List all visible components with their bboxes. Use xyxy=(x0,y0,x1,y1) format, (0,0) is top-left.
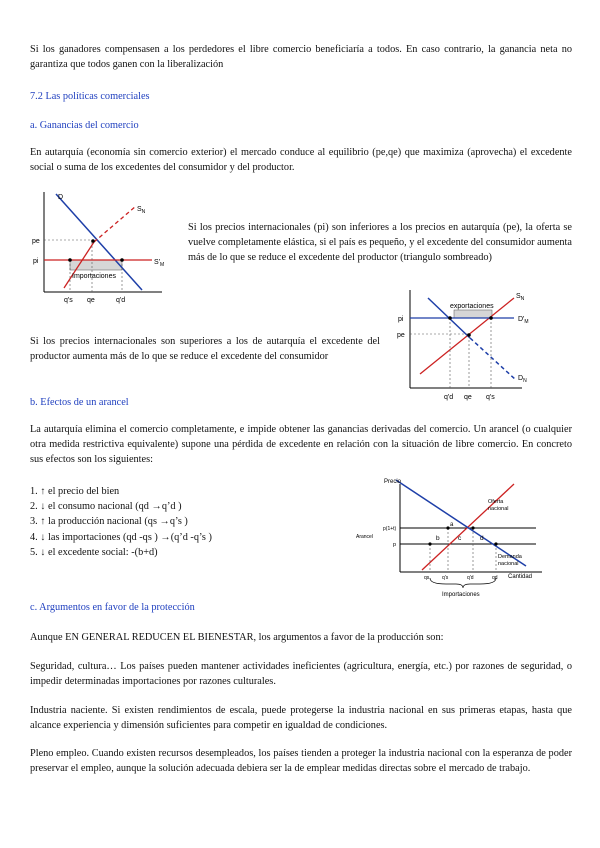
fig3-x-axis-label: Cantidad xyxy=(508,574,533,580)
inferiores-paragraph: Si los precios internacionales (pi) son inferiores a los precios en autarquía (pe), la oferta se vuelve completamente elástica, si el país es pequeño, y el excedente del consumidor aumenta más de lo que se reduce el excedente del productor (triangulo sombreado) xyxy=(188,222,572,263)
fig3-supply-label: Oferta xyxy=(488,499,504,505)
svg-text:SN xyxy=(516,293,525,302)
fig3-area-c: c xyxy=(458,535,462,542)
fig1-supply-label: S xyxy=(137,206,142,213)
svg-text:SN xyxy=(137,206,146,215)
tariff-diagram xyxy=(356,474,550,602)
fig2-supply-sub: N xyxy=(520,296,525,302)
fig1-pi-label: pi xyxy=(33,258,39,265)
fig3-pworld-label: p xyxy=(393,542,397,548)
exports-diagram xyxy=(378,288,538,404)
industria-paragraph: Industria naciente. Si existen rendimientos de escala, puede protegerse la industria nacional en sus primeras etapas, hasta que alcance experiencia y dimensión suficientes para competir en igualdad de condiciones. xyxy=(30,705,572,731)
fig2-qs-label: q's xyxy=(486,394,495,401)
aunque-paragraph: Aunque EN GENERAL REDUCEN EL BIENESTAR, los argumentos a favor de la producción son: xyxy=(30,632,444,643)
fig2-qe-label: qe xyxy=(464,394,472,401)
fig2-pi-label: pi xyxy=(398,316,404,323)
fig2-qd-label: q'd xyxy=(444,394,454,401)
fig3-qd-label: qd xyxy=(492,575,498,581)
svg-text:DN xyxy=(518,375,527,384)
fig2-pe-label: pe xyxy=(397,332,405,339)
autarquia-paragraph: En autarquía (economía sin comercio exterior) el mercado conduce al equilibrio (pe,qe) que maximiza (aprovecha) el excedente social o suma de los excedentes del consumidor y del productor. xyxy=(30,147,572,173)
fig1-supply-sub: N xyxy=(141,209,146,215)
fig3-demand-label: Demanda xyxy=(498,554,522,560)
fig3-supply-label-2: nacional xyxy=(488,506,509,512)
subheading-ganancias: a. Ganancias del comercio xyxy=(30,120,139,131)
fig1-imports-label: Importaciones xyxy=(72,273,116,280)
subheading-arancel: b. Efectos de un arancel xyxy=(30,397,129,408)
subheading-proteccion: c. Argumentos en favor de la protección xyxy=(30,602,195,613)
section-heading-7-2: 7.2 Las políticas comerciales xyxy=(30,91,150,102)
intro-paragraph: Si los ganadores compensasen a los perdedores el libre comercio beneficiaría a todos. En caso contrario, la ganancia neta no garantiza que todos ganen con la liberalización xyxy=(30,44,572,70)
fig2-supply-label: S xyxy=(516,293,521,300)
fig3-qs-label: qs xyxy=(424,575,430,581)
superiores-paragraph: Si los precios internacionales son superiores a los de autarquía el excedente del productor aumenta más de lo que se reduce el excedente del consumidor xyxy=(30,336,380,362)
fig3-area-b: b xyxy=(436,535,440,542)
fig2-demand-label: D xyxy=(518,375,524,382)
fig3-qd2-label: q'd xyxy=(467,575,474,581)
seguridad-paragraph: Seguridad, cultura… Los países pueden mantener actividades ineficientes (agricultura, energía, etc.) por razones de seguridad, o impedir determinadas importaciones por razones culturales. xyxy=(30,661,572,687)
list-item: 3. ↑ la producción nacional (qs →q’s ) xyxy=(30,516,188,528)
fig3-area-d: d xyxy=(480,535,484,542)
fig3-arancel-label: Arancel xyxy=(356,534,373,540)
fig2-demand-sub: N xyxy=(523,378,527,384)
imports-diagram xyxy=(30,188,190,308)
svg-text:D'M xyxy=(518,316,529,325)
fig1-world-supply-sub: M xyxy=(160,262,165,268)
fig3-demand-label-2: nacional xyxy=(498,561,519,567)
fig2-world-sub: M xyxy=(524,319,529,325)
fig3-y-axis-label: Precio xyxy=(384,479,402,485)
svg-text:D xyxy=(58,194,63,201)
list-item: 5. ↓ el excedente social: -(b+d) xyxy=(30,546,158,558)
fig1-qe-label: qe xyxy=(87,297,95,304)
list-item: 1. ↑ el precio del bien xyxy=(30,486,120,497)
empleo-paragraph: Pleno empleo. Cuando existen recursos desempleados, los países tienden a proteger la industria nacional con la esperanza de poder preservar el empleo, aunque la solución adecuada debiera ser la de emplear medidas directas sobre el mercado de trabajo. xyxy=(30,748,572,774)
fig3-imports-label: Importaciones xyxy=(442,592,480,598)
fig3-area-a: a xyxy=(450,522,454,528)
fig2-exports-label: exportaciones xyxy=(450,303,494,310)
fig1-demand-label: D xyxy=(58,194,64,201)
fig2-world-label: D' xyxy=(518,316,525,323)
svg-text:S'M xyxy=(154,259,164,268)
list-item: 4. ↓ las importaciones (qd -qs ) →(q’d -q’s ) xyxy=(30,531,212,543)
fig1-qd-label: q'd xyxy=(116,297,126,304)
fig1-qs-label: q's xyxy=(64,297,73,304)
fig3-qs2-label: q's xyxy=(442,575,449,581)
fig1-world-supply-label: S' xyxy=(154,259,161,266)
arancel-paragraph: La autarquía elimina el comercio completamente, e impide obtener las ganancias derivadas del comercio. Un arancel (o cualquier otra medida restrictiva equivalente) supone una pérdida de excedente en relación con la situación de libre comercio. En concreto sus efectos son los siguientes: xyxy=(30,424,572,465)
fig1-pe-label: pe xyxy=(32,238,40,245)
effects-list xyxy=(30,484,212,560)
fig3-ptariff-label: p(1+t) xyxy=(383,526,397,532)
list-item: 2. ↓ el consumo nacional (qd →q’d ) xyxy=(30,501,182,513)
